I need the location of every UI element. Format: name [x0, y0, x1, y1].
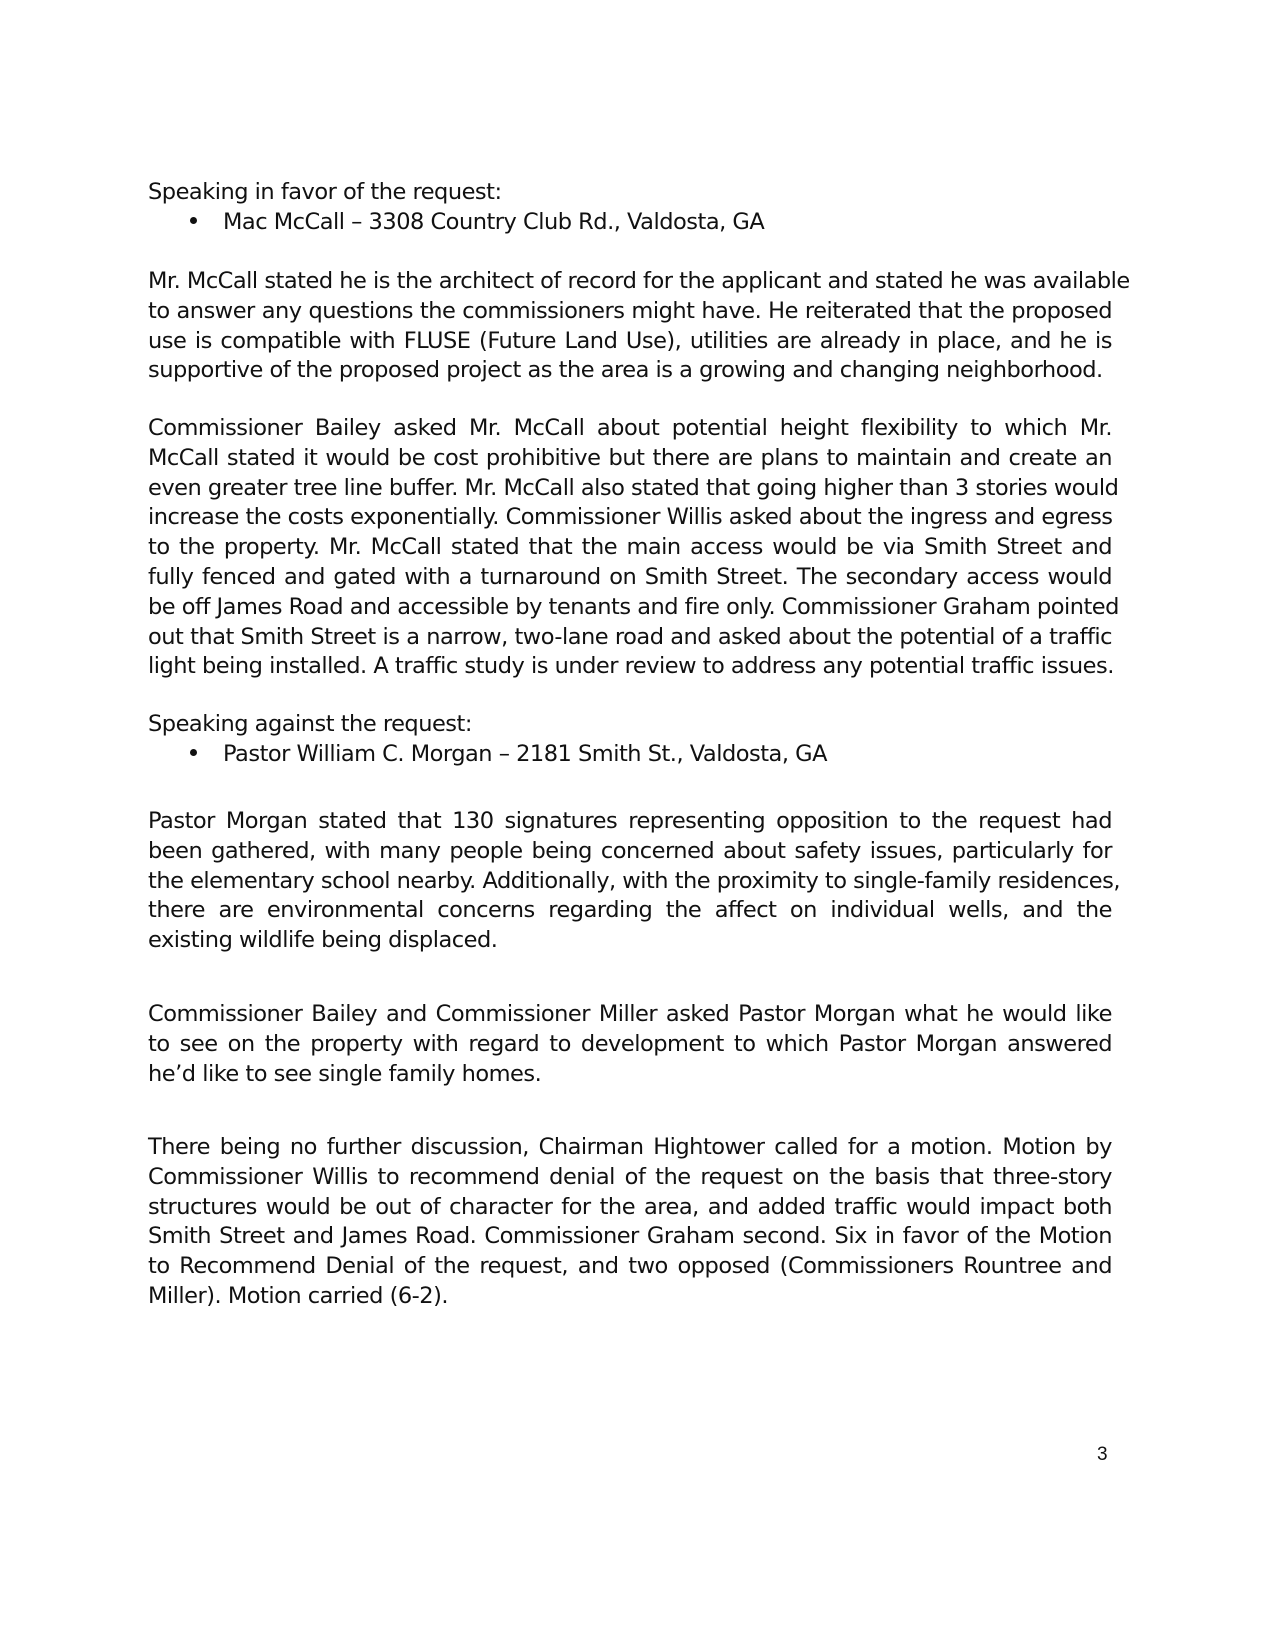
text-line: There being no further discussion, Chairman Hightower called for a motion. Motion by — [148, 1134, 1112, 1160]
text-line: use is compatible with FLUSE (Future Land Use), utilities are already in place, and he is — [148, 327, 1112, 354]
text-line: Commissioner Bailey and Commissioner Miller asked Pastor Morgan what he would like — [148, 1001, 1112, 1027]
text-line: Commissioner Bailey asked Mr. McCall about potential height flexibility to which Mr. — [148, 415, 1112, 441]
text-line: increase the costs exponentially. Commissioner Willis asked about the ingress and egress — [148, 504, 1113, 531]
paragraph-architect-statement — [148, 267, 1130, 386]
text-line: even greater tree line buffer. Mr. McCall also stated that going higher than 3 stories would — [148, 474, 1119, 501]
favor-speaker-item — [190, 208, 764, 238]
text-line: Smith Street and James Road. Commissioner Graham second. Six in favor of the Motion — [148, 1223, 1112, 1250]
text-line: McCall stated it would be cost prohibitive but there are plans to maintain and create an — [148, 444, 1112, 471]
bullet-icon — [190, 749, 197, 756]
against-speaker-item — [190, 740, 827, 770]
bullet-icon — [190, 217, 197, 224]
text-line: fully fenced and gated with a turnaround on Smith Street. The secondary access would — [148, 563, 1112, 590]
text-line: to see on the property with regard to development to which Pastor Morgan answered — [148, 1030, 1112, 1057]
text-line: existing wildlife being displaced. — [148, 927, 498, 954]
text-line: to answer any questions the commissioners might have. He reiterated that the proposed — [148, 297, 1112, 324]
text-line: been gathered, with many people being concerned about safety issues, particularly for — [148, 837, 1112, 864]
against-speaker: Pastor William C. Morgan – 2181 Smith St., Valdosta, GA — [223, 741, 827, 767]
favor-heading: Speaking in favor of the request: — [148, 179, 502, 205]
paragraph-pastor-statement — [148, 807, 1121, 956]
text-line: light being installed. A traffic study is under review to address any potential traffic issues. — [148, 653, 1114, 680]
text-line: the elementary school nearby. Additionally, with the proximity to single-family residences, — [148, 867, 1121, 894]
text-line: Mr. McCall stated he is the architect of record for the applicant and stated he was available — [148, 268, 1130, 294]
text-line: there are environmental concerns regarding the affect on individual wells, and the — [148, 897, 1112, 924]
favor-speaker: Mac McCall – 3308 Country Club Rd., Valdosta, GA — [223, 209, 765, 235]
paragraph-commissioner-questions — [148, 414, 1119, 682]
against-heading: Speaking against the request: — [148, 711, 472, 737]
text-line: Pastor Morgan stated that 130 signatures representing opposition to the request had — [148, 808, 1112, 834]
text-line: to the property. Mr. McCall stated that the main access would be via Smith Street and — [148, 534, 1112, 561]
page-number: 3 — [1097, 1444, 1108, 1465]
text-line: Commissioner Willis to recommend denial of the request on the basis that three-story — [148, 1163, 1112, 1190]
text-line: supportive of the proposed project as the area is a growing and changing neighborhood. — [148, 357, 1103, 384]
text-line: out that Smith Street is a narrow, two-lane road and asked about the potential of a traffic — [148, 623, 1112, 650]
text-line: Miller). Motion carried (6-2). — [148, 1282, 449, 1309]
text-line: to Recommend Denial of the request, and two opposed (Commissioners Rountree and — [148, 1253, 1112, 1280]
text-line: be off James Road and accessible by tenants and fire only. Commissioner Graham pointed — [148, 593, 1119, 620]
paragraph-motion — [148, 1133, 1112, 1312]
paragraph-commissioner-followup — [148, 1000, 1112, 1089]
text-line: structures would be out of character for the area, and added traffic would impact both — [148, 1193, 1112, 1220]
text-line: he’d like to see single family homes. — [148, 1060, 542, 1087]
